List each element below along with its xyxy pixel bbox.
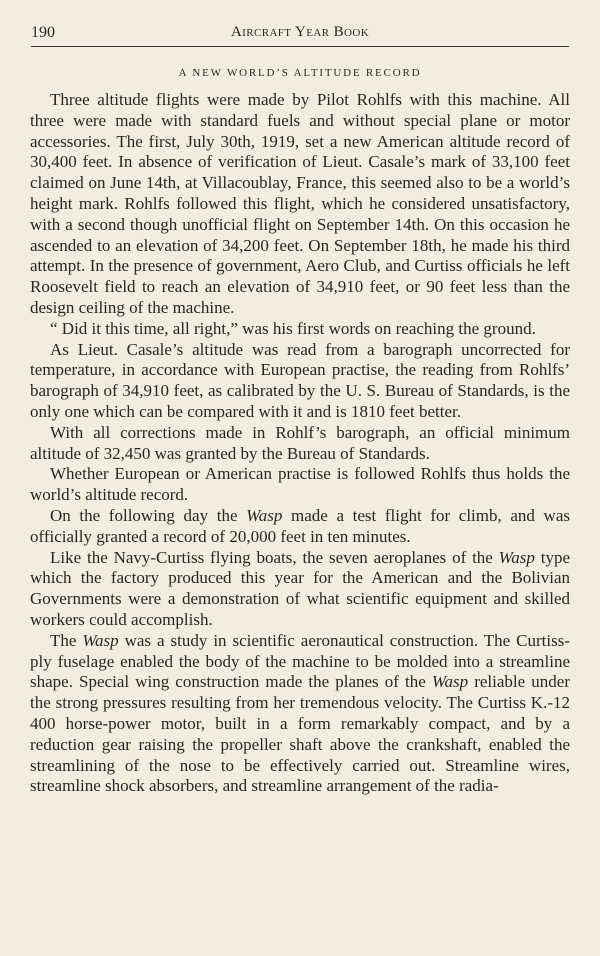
paragraph: As Lieut. Casale’s altitude was read from a barograph uncorrected for temperature, in accordance with European practise, the reading from Rohlfs’ barograph of 34,910 feet, as calibrated by the U. S. Bureau of Standards, is the only one which can be compared with it and is 1810 feet better.	[30, 339, 570, 421]
paragraph-text: Like the Navy-Curtiss flying boats, the seven aeroplanes of the	[50, 547, 499, 567]
paragraph-text: The	[50, 630, 83, 650]
paragraph	[30, 548, 570, 631]
paragraph: “ Did it this time, all right,” was his first words on reaching the ground.	[50, 318, 536, 338]
aircraft-name: Wasp	[431, 672, 469, 692]
section-heading: A NEW WORLD’S ALTITUDE RECORD	[178, 67, 422, 79]
paragraph: Whether European or American practise is followed Rohlfs thus holds the world’s altitude record.	[30, 464, 570, 505]
page-number: 190	[31, 24, 55, 41]
paragraph	[30, 506, 570, 548]
paragraph-text: type which the factory produced this year for the American and the Bolivian Governments were a demonstration of what scientific equipment and skilled workers could accomplish.	[30, 547, 570, 629]
page-header	[31, 22, 569, 47]
paragraph-text: reliable under the strong pressures resulting from her tremendous velocity. The Curtiss K.-12 400 horse-power motor, built in a form remarkably compact, and by a reduction gear raising the propeller shaft above the crankshaft, enabled the streamlining of the nose to be effectively carried out. Streamline wires, streamline shock absorbers, and streamline arrangement of the radia-	[30, 672, 570, 796]
paragraph-text: made a test flight for climb, and was officially granted a record of 20,000 feet in ten minutes.	[30, 505, 570, 546]
paragraph-text: On the following day the	[50, 505, 247, 525]
paragraph	[30, 631, 570, 797]
aircraft-name: Wasp	[246, 505, 283, 525]
aircraft-name: Wasp	[82, 630, 119, 650]
paragraph: With all corrections made in Rohlf’s barograph, an official minimum altitude of 32,450 was granted by the Bureau of Standards.	[30, 422, 570, 463]
paragraph-text: was a study in scientific aeronautical construction. The Curtiss-ply fuselage enabled the body of the machine to be molded into a streamline shape. Special wing construction made the planes of the	[30, 630, 570, 692]
running-title: Aircraft Year Book	[230, 24, 370, 40]
aircraft-name: Wasp	[498, 547, 535, 567]
article-body	[30, 90, 570, 797]
paragraph: Three altitude flights were made by Pilot Rohlfs with this machine. All three were made with standard fuels and without special plane or motor accessories. The first, July 30th, 1919, set a new American altitude record of 30,400 feet. In absence of verification of Lieut. Casale’s mark of 33,100 feet claimed on June 14th, at Villacoublay, France, this seemed also to be a world’s height mark. Rohlfs followed this flight, which he considered unsatisfactory, with a second though unofficial flight on September 14th. On this occasion he ascended to an elevation of 34,200 feet. On September 18th, he made his third attempt. In the presence of government, Aero Club, and Curtiss officials he left Roosevelt field to reach an elevation of 34,910 feet, or 90 feet less than the design ceiling of the machine.	[30, 90, 570, 317]
